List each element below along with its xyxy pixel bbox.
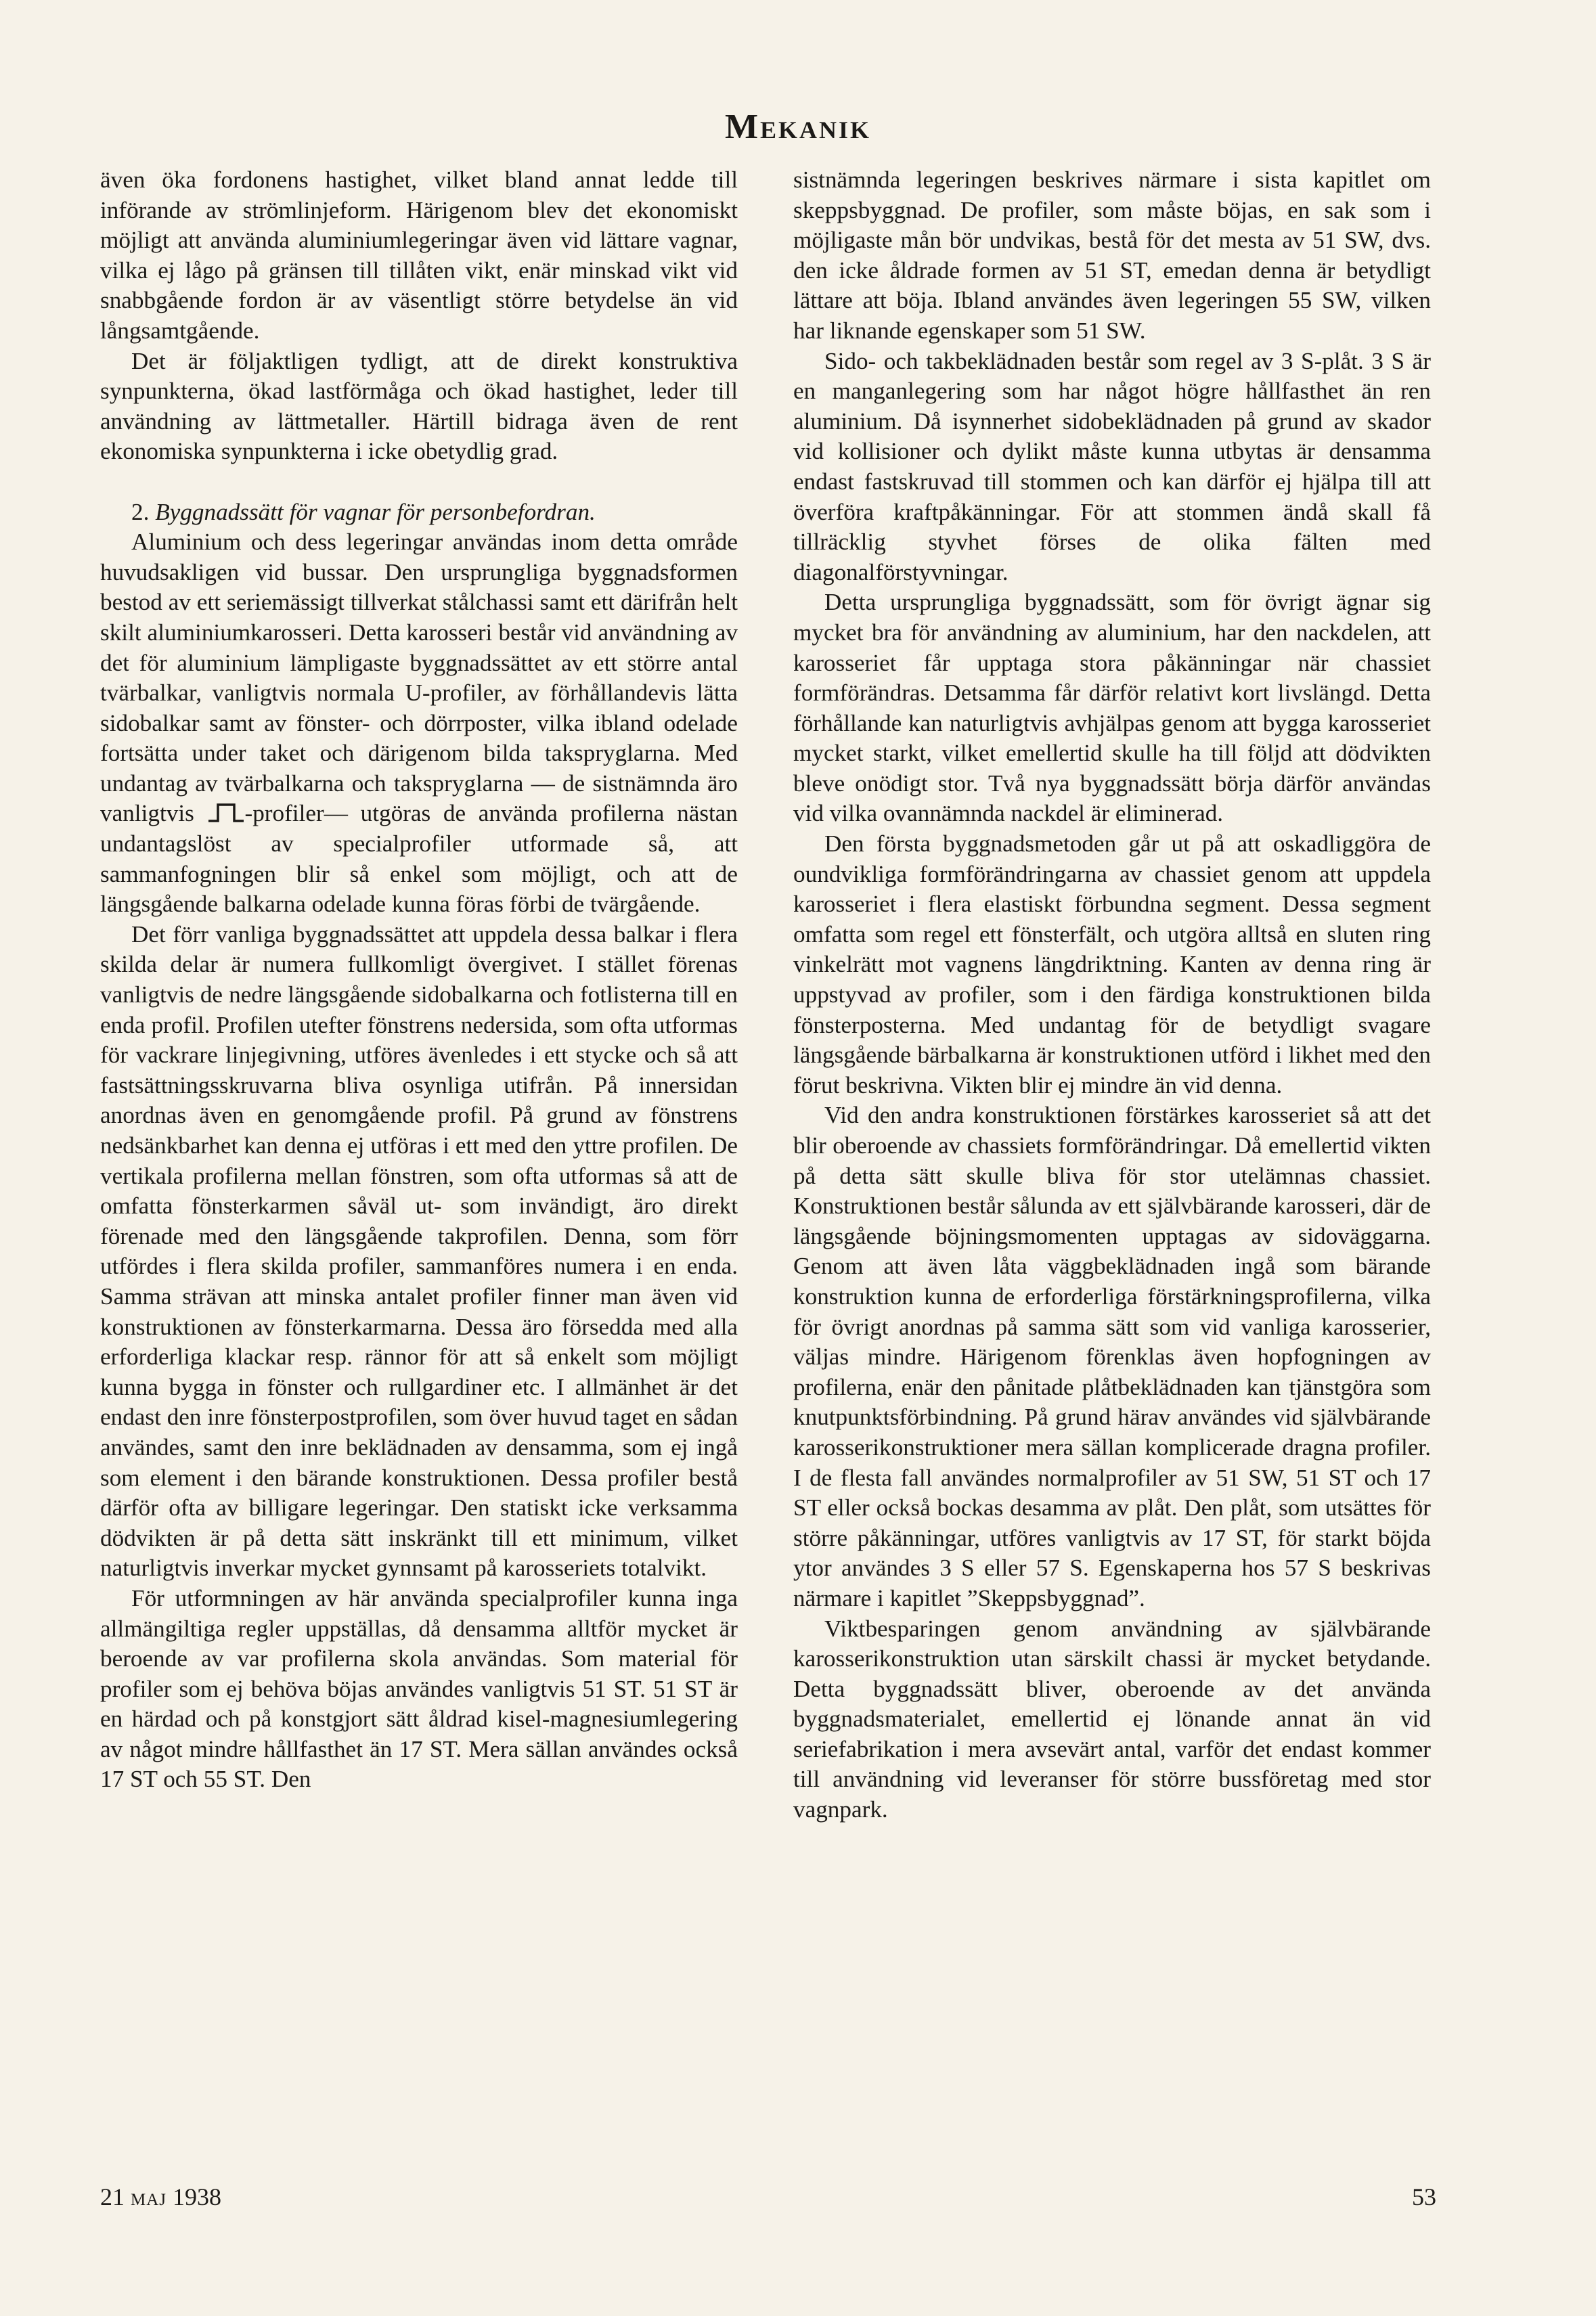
page-number: 53 <box>1412 2183 1436 2210</box>
left-column <box>100 165 738 1795</box>
right-column <box>793 165 1431 1825</box>
section-number: 2. <box>131 498 150 525</box>
running-header: Mekanik <box>724 108 872 146</box>
issue-year: 1938 <box>173 2183 222 2210</box>
paragraph: även öka fordonens hastighet, vilket bland annat ledde till införande av strömlinjeform. Härigenom blev det ekonomiskt möjligt att använda aluminiumlegeringar även vid lättare vagnar, vilka ej lågo på gränsen till tillåten vikt, enär minskad vikt vid snabbgående fordon är av väsentligt större betydelse än vid långsamtgående. <box>100 166 738 344</box>
paragraph: Det förr vanliga byggnadssättet att uppdela dessa balkar i flera skilda delar är numera fullkomligt övergivet. I stället förenas vanligtvis de nedre längsgående sidobalkarna och fotlisterna till en enda profil. Profilen utefter fönstrens nedersida, som ofta utformas för vackrare linjegivning, utföres ävenledes i ett stycke och så att fastsättningsskruvarna bliva osynliga utifrån. På innersidan anordnas även en genomgående profil. På grund av fönstrens nedsänkbarhet kan denna ej utföras i ett med den yttre profilen. De vertikala profilerna mellan fönstren, som ofta utformas så att de omfatta fönsterkarmen såväl ut- som invändigt, äro direkt förenade med den längsgående takprofilen. Denna, som förr utfördes i flera skilda profiler, sammanföres numera i en enda. Samma strävan att minska antalet profiler finner man även vid konstruktionen av fönsterkarmarna. Dessa äro försedda med alla erforderliga klackar resp. rännor för att så enkelt som möjligt kunna bygga in fönster och rullgardiner etc. I allmänhet är det endast den inre fönsterpostprofilen, som över huvud taget en sådan användes, samt den inre beklädnaden av densamma, som ej ingå som element i den bärande konstruktionen. Dessa profiler bestå därför ofta av billigare legeringar. Den statiskt icke verksamma dödvikten är på detta sätt inskränkt till ett minimum, vilket naturligtvis inverkar mycket gynnsamt på karosseriets totalvikt. <box>100 920 738 1582</box>
paragraph: Den första byggnadsmetoden går ut på att oskadliggöra de oundvikliga formförändringarna av chassiet genom att uppdela karosseriet i flera elastiskt förbundna segment. Dessa segment omfatta som regel ett fönsterfält, och utgöra alltså en sluten ring vinkelrätt mot vagnens längdriktning. Kanten av denna ring är uppstyvad av profiler, som i den färdiga konstruktionen bilda fönsterposterna. Med undantag för de betydligt svagare längsgående bärbalkarna är konstruktionen utförd i likhet med den förut beskrivna. Vikten blir ej mindre än vid denna. <box>793 830 1431 1098</box>
issue-day: 21 <box>100 2183 125 2210</box>
paragraph-part: Aluminium och dess legeringar användas inom detta område huvudsakligen vid bussar. Den ursprungliga byggnadsformen bestod av ett seriemässigt tillverkat stålchassi samt ett därifrån helt skilt aluminiumkarosseri. Detta karosseri består vid användning av det för aluminium lämpligaste byggnadssättet av ett större antal tvärbalkar, vanligtvis normala U-profiler, av förhållandevis lätta sidobalkar samt av fönster- och dörrposter, vilka ibland odelade fortsätta under taket och därigenom bilda takspryglarna. Med undantag av tvärbalkarna och takspryglarna — de sistnämnda äro vanligtvis <box>100 529 738 827</box>
paragraph: sistnämnda legeringen beskrives närmare i sista kapitlet om skeppsbyggnad. De profiler, som måste böjas, en sak som i möjligaste mån bör undvikas, bestå för det mesta av 51 SW, dvs. den icke åldrade formen av 51 ST, emedan denna är betydligt lättare att böja. Ibland användes även legeringen 55 SW, vilken har liknande egenskaper som 51 SW. <box>793 166 1431 344</box>
paragraph: Viktbesparingen genom användning av självbärande karosserikonstruktion utan särskilt chassi är mycket betydande. Detta byggnadssätt bliver, oberoende av det använda byggnadsmaterialet, emellertid ej lönande annat än vid seriefabrikation i mera avsevärt antal, varför det endast kommer till användning vid leveranser för större bussföretag med stor vagnpark. <box>793 1615 1431 1823</box>
paragraph: Det är följaktligen tydligt, att de direkt konstruktiva synpunkterna, ökad lastförmåga och ökad hastighet, leder till användning av lättmetaller. Härtill bidraga även de rent ekonomiska synpunkterna i icke obetydlig grad. <box>100 347 738 465</box>
hat-profile-icon <box>207 802 245 824</box>
paragraph-part: -profiler— utgöras de använda profilerna nästan undantagslöst av specialprofiler utformade så, att sammanfogningen blir så enkel som möjligt, och att de längsgående balkarna odelade kunna föras förbi de tvärgående. <box>100 800 738 918</box>
paragraph: Sido- och takbeklädnaden består som regel av 3 S-plåt. 3 S är en manganlegering som har något högre hållfasthet än ren aluminium. Då isynnerhet sidobeklädnaden på grund av skador vid kollisioner och dylikt måste kunna utbytas är densamma endast fastskruvad till stommen och kan därför ej hjälpa till att överföra kraftpåkänningar. För att stommen ändå skall få tillräcklig styvhet förses de olika fälten med diagonalförstyvningar. <box>793 347 1431 585</box>
issue-date <box>100 2183 221 2211</box>
paragraph: Vid den andra konstruktionen förstärkes karosseriet så att det blir oberoende av chassiets formförändringar. Då emellertid vikten på detta sätt skulle bliva för stor utelämnas chassiet. Konstruktionen består sålunda av ett självbärande karosseri, där de längsgående böjningsmomenten upptagas av sidoväggarna. Genom att även låta väggbeklädnaden ingå som bärande konstruktion kunna de erforderliga förstärkningsprofilerna, vilka för övrigt anordnas på samma sätt som vid vanliga karosserier, väljas mindre. Härigenom förenklas även hopfogningen av profilerna, enär den pånitade plåtbeklädnaden kan tjänstgöra som knutpunktsförbindning. På grund härav användes vid självbärande karosserikonstruktioner mera sällan komplicerade dragna profiler. I de flesta fall användes normalprofiler av 51 SW, 51 ST och 17 ST eller också bockas desamma av plåt. Den plåt, som utsättes för större påkänningar, utföres vanligtvis av 17 ST, för starkt böjda ytor användes 3 S eller 57 S. Egenskaperna hos 57 S beskrivas närmare i kapitlet ”Skeppsbyggnad”. <box>793 1102 1431 1611</box>
paragraph: För utformningen av här använda specialprofiler kunna inga allmängiltiga regler uppställas, då densamma alltför mycket är beroende av var profilerna skola användas. Som material för profiler som ej behöva böjas användes vanligtvis 51 ST. 51 ST är en härdad och på konstgjort sätt åldrad kisel-magnesiumlegering av något mindre hållfasthet än 17 ST. Mera sällan användes också 17 ST och 55 ST. Den <box>100 1584 738 1793</box>
paragraph: Detta ursprungliga byggnadssätt, som för övrigt ägnar sig mycket bra för användning av aluminium, har den nackdelen, att karosseriet får upptaga stora påkänningar när chassiet formförändras. Detsamma får därför relativt kort livslängd. Detta förhållande kan naturligtvis avhjälpas genom att bygga karosseriet mycket starkt, vilket emellertid skulle ha till följd att dödvikten bleve onödigt stor. Två nya byggnadssätt börja därför användas vid vilka ovannämnda nackdel är eliminerad. <box>793 589 1431 827</box>
paragraph <box>100 527 738 920</box>
section-title: Byggnadssätt för vagnar för personbefordran. <box>155 498 596 525</box>
issue-month: maj <box>131 2183 167 2210</box>
section-heading <box>100 497 738 528</box>
